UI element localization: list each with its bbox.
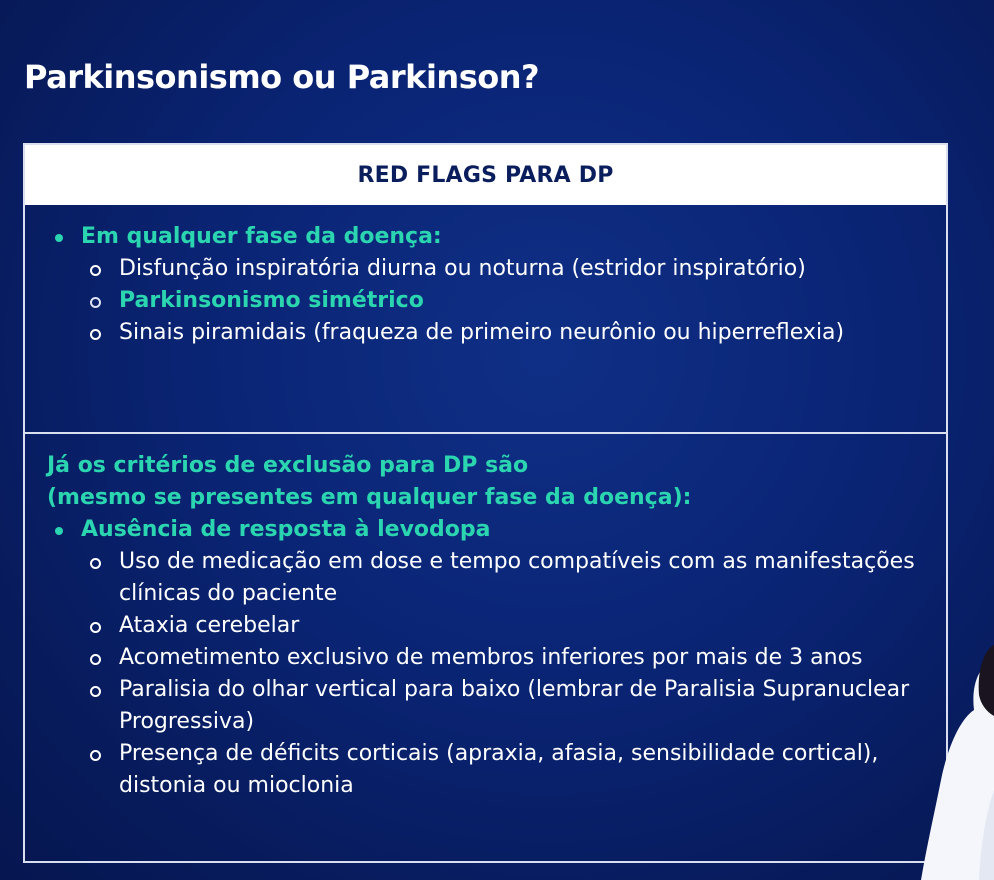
list-item-text: Uso de medicação em dose e tempo compatíveis com as manifestações clínicas do paciente (119, 549, 915, 606)
hollow-circle-icon (90, 686, 101, 697)
presenter-silhouette-icon (919, 640, 994, 880)
list-item (81, 610, 926, 642)
list-item-text: Presença de déficits corticais (apraxia, afasia, sensibilidade cortical), distonia ou mioclonia (119, 741, 879, 798)
slide-title: Parkinsonismo ou Parkinson? (24, 58, 540, 96)
list-item (81, 738, 926, 802)
hollow-circle-icon (90, 558, 101, 569)
section-exclusion-list (47, 514, 926, 802)
list-item-text: Paralisia do olhar vertical para baixo (lembrar de Paralisia Supranuclear Progressiva) (119, 677, 910, 734)
exclusion-intro-line-2: (mesmo se presentes em qualquer fase da doença): (47, 485, 692, 510)
list-item-text: Parkinsonismo simétrico (119, 288, 424, 313)
list-item-text: Disfunção inspiratória diurna ou noturna (estridor inspiratório) (119, 256, 806, 281)
list-item (81, 253, 926, 285)
hollow-circle-icon (90, 750, 101, 761)
hollow-circle-icon (90, 329, 101, 340)
exclusion-intro-line-1: Já os critérios de exclusão para DP são (47, 453, 529, 478)
presenter-video-thumbnail (919, 640, 994, 880)
section-heading: Em qualquer fase da doença: (81, 224, 442, 249)
list-item-text: Acometimento exclusivo de membros inferiores por mais de 3 anos (119, 645, 863, 670)
section-exclusion-criteria (25, 434, 946, 802)
list-item-text: Ataxia cerebelar (119, 613, 300, 638)
table-header: RED FLAGS PARA DP (25, 145, 946, 205)
hollow-circle-icon (90, 654, 101, 665)
list-item-text: Sinais piramidais (fraqueza de primeiro neurônio ou hiperreflexia) (119, 320, 845, 345)
list-item (81, 642, 926, 674)
hollow-circle-icon (90, 297, 101, 308)
list-item (81, 317, 926, 349)
sub-list (81, 253, 926, 349)
filled-disc-icon (55, 527, 63, 535)
hollow-circle-icon (90, 265, 101, 276)
list-item (81, 285, 926, 317)
list-item (47, 514, 926, 802)
hollow-circle-icon (90, 622, 101, 633)
list-item (47, 221, 926, 349)
exclusion-intro (47, 450, 926, 514)
list-item (81, 546, 926, 610)
filled-disc-icon (55, 234, 63, 242)
section-heading: Ausência de resposta à levodopa (81, 517, 491, 542)
list-item (81, 674, 926, 738)
sub-list (81, 546, 926, 802)
section-any-phase (25, 205, 946, 434)
red-flags-table (23, 143, 948, 863)
section-any-phase-list (47, 221, 926, 349)
